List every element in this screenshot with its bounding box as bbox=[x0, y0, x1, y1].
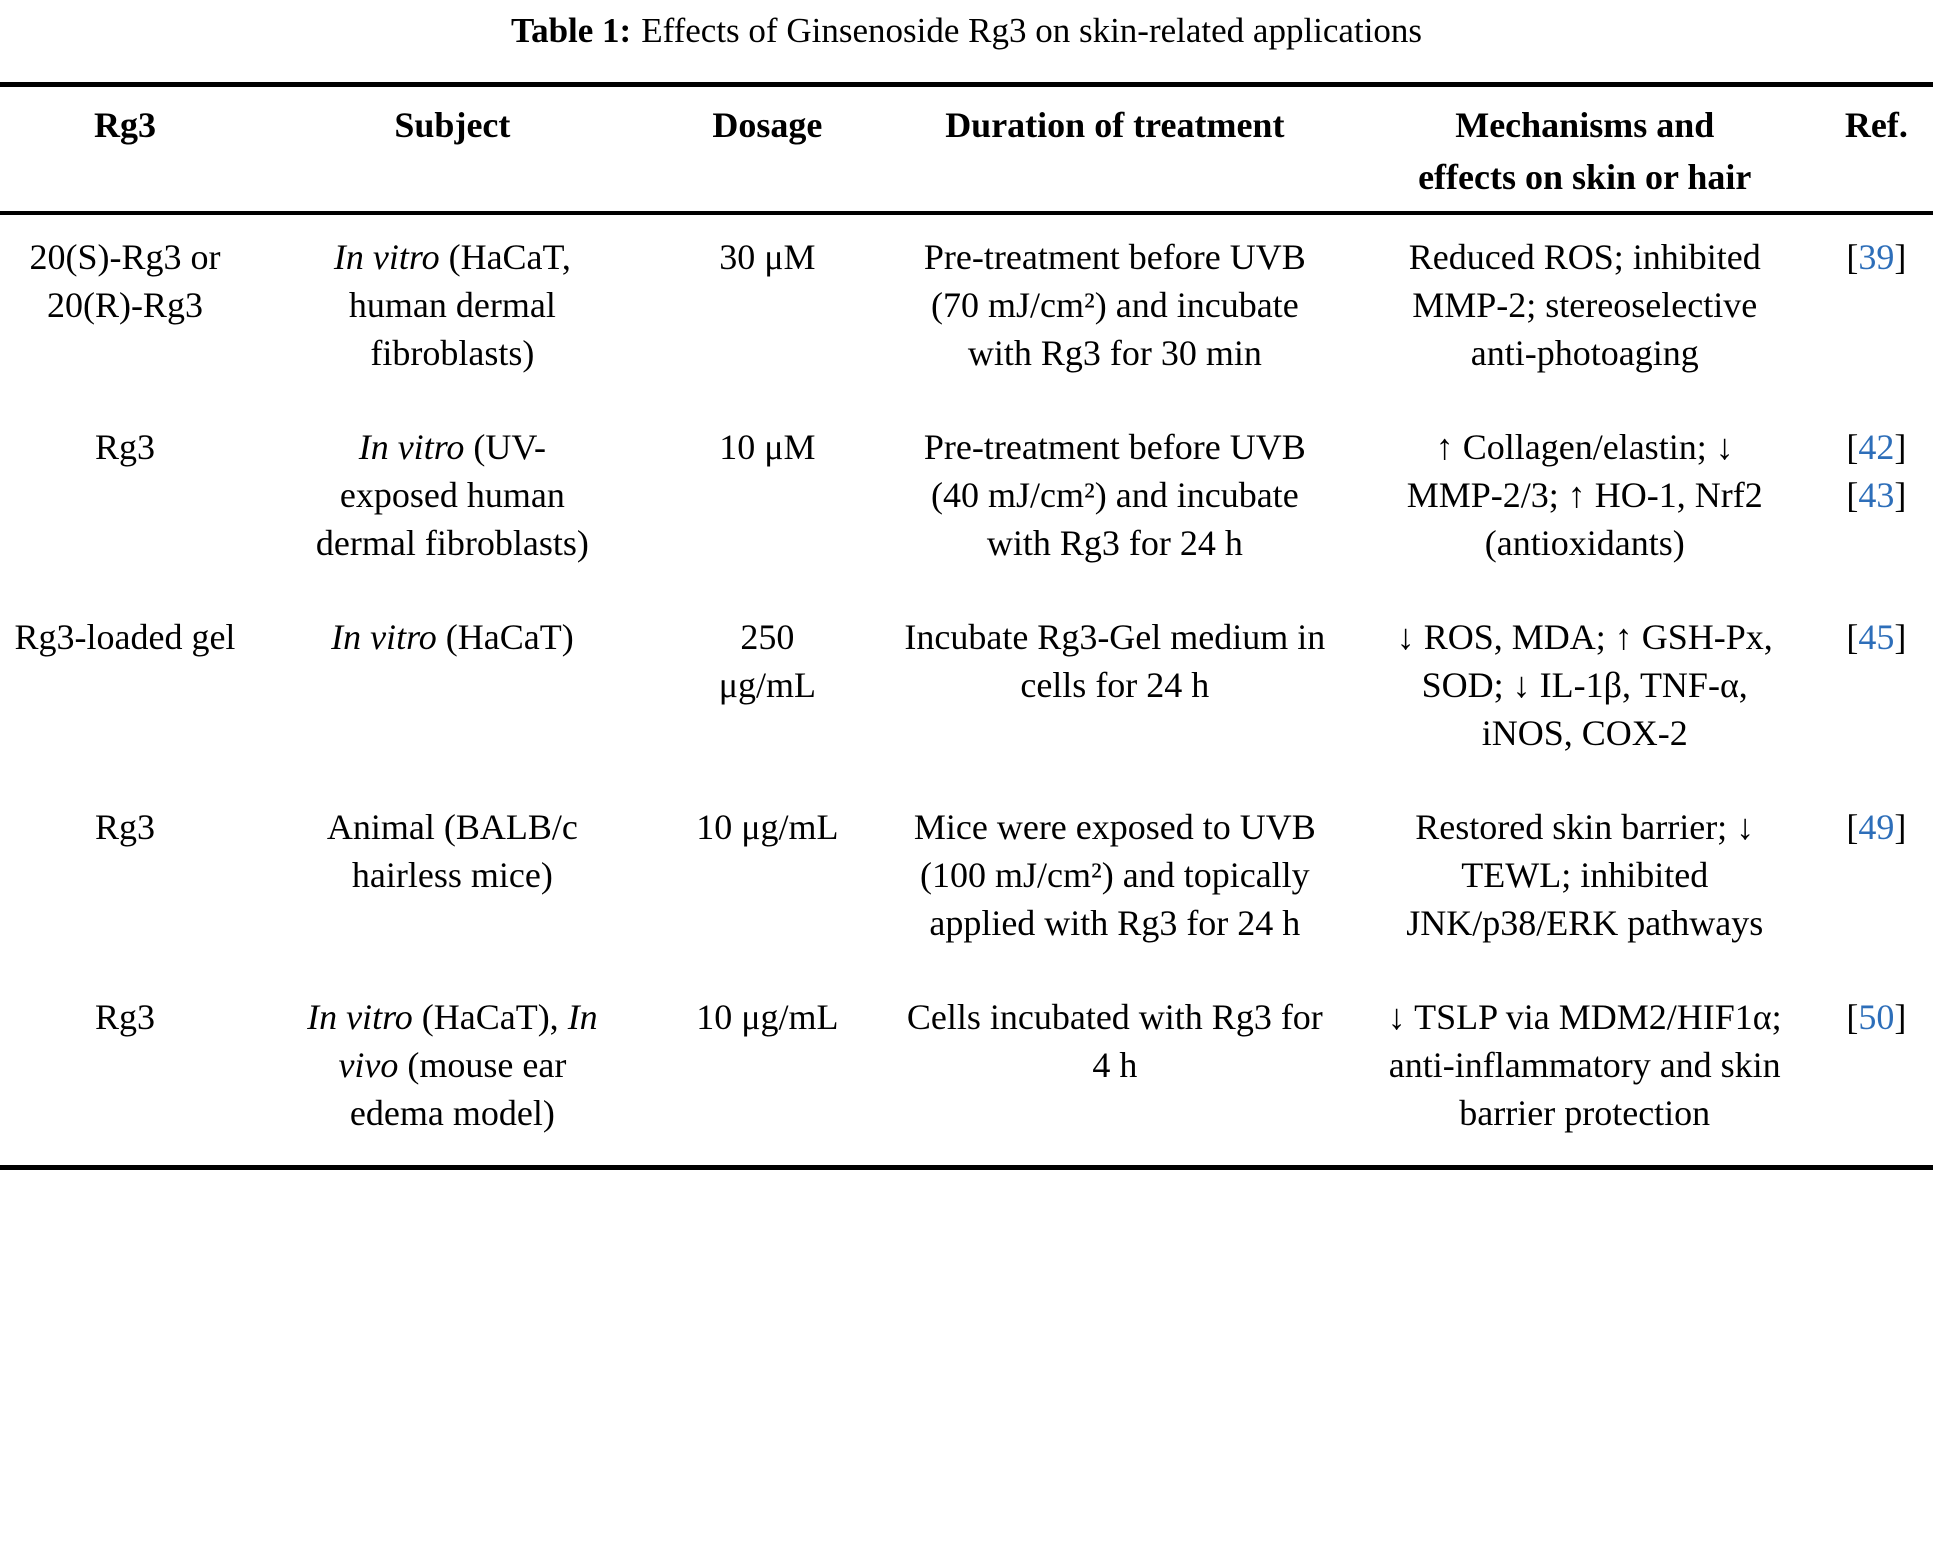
cell-mechanisms bbox=[1350, 975, 1820, 1168]
cell-refs-text bbox=[1846, 423, 1906, 519]
ref-number: 39 bbox=[1858, 237, 1895, 277]
header-duration-text: Duration of treatment bbox=[945, 105, 1285, 145]
ref-bracket-open: [ bbox=[1846, 617, 1859, 657]
cell-dosage-text: 250 μg/mL bbox=[718, 617, 817, 705]
header-duration bbox=[880, 85, 1350, 214]
subject-text-part: (HaCaT, human dermal fibroblasts) bbox=[348, 237, 571, 373]
latin-term: In vivo bbox=[338, 997, 598, 1085]
cell-mechanisms bbox=[1350, 785, 1820, 975]
cell-subject bbox=[250, 785, 655, 975]
table-caption-label: Table 1: bbox=[510, 11, 632, 50]
cell-duration-text: Incubate Rg3-Gel medium in cells for 24 h bbox=[904, 617, 1326, 705]
table-body bbox=[0, 213, 1933, 1168]
cell-rg3-text: 20(S)-Rg3 or 20(R)-Rg3 bbox=[29, 237, 221, 325]
cell-rg3 bbox=[0, 213, 250, 405]
table-caption-text: Effects of Ginsenoside Rg3 on skin-related applications bbox=[641, 11, 1423, 50]
cell-rg3 bbox=[0, 785, 250, 975]
latin-term: In vitro bbox=[307, 997, 413, 1037]
ref-number: 43 bbox=[1858, 475, 1895, 515]
ref-number: 45 bbox=[1858, 617, 1895, 657]
ref-bracket-open: [ bbox=[1846, 997, 1859, 1037]
cell-subject bbox=[250, 405, 655, 595]
cell-subject-text bbox=[331, 613, 574, 661]
cell-rg3 bbox=[0, 975, 250, 1168]
cell-rg3 bbox=[0, 595, 250, 785]
ref-number: 50 bbox=[1858, 997, 1895, 1037]
ref-link[interactable] bbox=[1846, 233, 1906, 281]
cell-mechanisms-text: ↓ ROS, MDA; ↑ GSH-Px, SOD; ↓ IL-1β, TNF-α, iNOS, COX-2 bbox=[1396, 617, 1773, 753]
cell-refs bbox=[1820, 975, 1933, 1168]
cell-dosage-text: 10 μM bbox=[719, 427, 816, 467]
subject-text-part: Animal (BALB/c hairless mice) bbox=[326, 807, 578, 895]
cell-dosage bbox=[655, 405, 880, 595]
ref-number: 42 bbox=[1858, 427, 1895, 467]
cell-duration bbox=[880, 975, 1350, 1168]
cell-duration bbox=[880, 595, 1350, 785]
cell-mechanisms-text: ↓ TSLP via MDM2/HIF1α; anti-inflammatory and skin barrier protection bbox=[1387, 997, 1782, 1133]
cell-mechanisms bbox=[1350, 213, 1820, 405]
cell-subject-text bbox=[302, 803, 602, 899]
cell-subject-text bbox=[302, 423, 602, 567]
cell-rg3 bbox=[0, 405, 250, 595]
cell-duration bbox=[880, 785, 1350, 975]
cell-rg3-text: Rg3 bbox=[94, 427, 155, 467]
cell-dosage bbox=[655, 213, 880, 405]
ref-bracket-close: ] bbox=[1894, 475, 1907, 515]
latin-term: In vitro bbox=[333, 237, 440, 277]
cell-duration bbox=[880, 405, 1350, 595]
header-subject-text: Subject bbox=[394, 105, 511, 145]
ref-number: 49 bbox=[1858, 807, 1895, 847]
cell-subject-text bbox=[302, 993, 602, 1137]
cell-dosage bbox=[655, 785, 880, 975]
ref-bracket-close: ] bbox=[1894, 427, 1907, 467]
header-dosage-text: Dosage bbox=[712, 105, 823, 145]
cell-dosage-text: 30 μM bbox=[719, 237, 816, 277]
latin-term: In vitro bbox=[358, 427, 465, 467]
cell-mechanisms bbox=[1350, 595, 1820, 785]
cell-dosage-text: 10 μg/mL bbox=[696, 997, 839, 1037]
cell-refs-text bbox=[1846, 613, 1906, 661]
cell-refs-text bbox=[1846, 993, 1906, 1041]
cell-subject bbox=[250, 213, 655, 405]
table-row bbox=[0, 785, 1933, 975]
header-dosage bbox=[655, 85, 880, 214]
table-caption bbox=[0, 0, 1933, 54]
ref-link[interactable] bbox=[1846, 471, 1906, 519]
header-ref-text: Ref. bbox=[1844, 105, 1908, 145]
ref-link[interactable] bbox=[1846, 423, 1906, 471]
header-rg3-text: Rg3 bbox=[93, 105, 156, 145]
cell-mechanisms-text: ↑ Collagen/elastin; ↓ MMP-2/3; ↑ HO-1, Nrf2 (antioxidants) bbox=[1406, 427, 1763, 563]
cell-dosage bbox=[655, 975, 880, 1168]
cell-dosage bbox=[655, 595, 880, 785]
table-row bbox=[0, 975, 1933, 1168]
header-ref bbox=[1820, 85, 1933, 214]
ref-link[interactable] bbox=[1846, 613, 1906, 661]
header-mechanisms bbox=[1350, 85, 1820, 214]
cell-duration-text: Pre-treatment before UVB (70 mJ/cm²) and incubate with Rg3 for 30 min bbox=[923, 237, 1306, 373]
cell-refs bbox=[1820, 595, 1933, 785]
header-mechanisms-text: Mechanisms and effects on skin or hair bbox=[1418, 105, 1752, 197]
table-row bbox=[0, 405, 1933, 595]
cell-refs-text bbox=[1846, 233, 1906, 281]
cell-mechanisms-text: Restored skin barrier; ↓ TEWL; inhibited JNK/p38/ERK pathways bbox=[1406, 807, 1764, 943]
cell-mechanisms-text: Reduced ROS; inhibited MMP-2; stereoselective anti-photoaging bbox=[1408, 237, 1761, 373]
ref-bracket-close: ] bbox=[1894, 807, 1907, 847]
cell-rg3-text: Rg3 bbox=[94, 807, 155, 847]
effects-table bbox=[0, 82, 1933, 1170]
ref-bracket-close: ] bbox=[1894, 617, 1907, 657]
cell-refs bbox=[1820, 213, 1933, 405]
ref-bracket-open: [ bbox=[1846, 807, 1859, 847]
ref-link[interactable] bbox=[1846, 993, 1906, 1041]
table-row bbox=[0, 595, 1933, 785]
cell-refs bbox=[1820, 785, 1933, 975]
cell-subject bbox=[250, 595, 655, 785]
table-row bbox=[0, 213, 1933, 405]
header-subject bbox=[250, 85, 655, 214]
ref-bracket-open: [ bbox=[1846, 475, 1859, 515]
cell-duration bbox=[880, 213, 1350, 405]
cell-refs bbox=[1820, 405, 1933, 595]
cell-rg3-text: Rg3-loaded gel bbox=[14, 617, 236, 657]
subject-text-part: (UV-exposed human dermal fibroblasts) bbox=[315, 427, 589, 563]
cell-dosage-text: 10 μg/mL bbox=[696, 807, 839, 847]
cell-refs-text bbox=[1846, 803, 1906, 851]
cell-duration-text: Mice were exposed to UVB (100 mJ/cm²) and topically applied with Rg3 for 24 h bbox=[913, 807, 1316, 943]
subject-text-part: (HaCaT), bbox=[412, 997, 568, 1037]
ref-bracket-close: ] bbox=[1894, 237, 1907, 277]
cell-rg3-text: Rg3 bbox=[94, 997, 155, 1037]
ref-link[interactable] bbox=[1846, 803, 1906, 851]
header-row bbox=[0, 85, 1933, 214]
cell-subject bbox=[250, 975, 655, 1168]
latin-term: In vitro bbox=[331, 617, 437, 657]
ref-bracket-close: ] bbox=[1894, 997, 1907, 1037]
subject-text-part: (mouse ear edema model) bbox=[349, 1045, 567, 1133]
ref-bracket-open: [ bbox=[1846, 237, 1859, 277]
cell-duration-text: Cells incubated with Rg3 for 4 h bbox=[906, 997, 1323, 1085]
ref-bracket-open: [ bbox=[1846, 427, 1859, 467]
cell-duration-text: Pre-treatment before UVB (40 mJ/cm²) and incubate with Rg3 for 24 h bbox=[923, 427, 1306, 563]
cell-subject-text bbox=[302, 233, 602, 377]
cell-mechanisms bbox=[1350, 405, 1820, 595]
subject-text-part: (HaCaT) bbox=[436, 617, 574, 657]
header-rg3 bbox=[0, 85, 250, 214]
